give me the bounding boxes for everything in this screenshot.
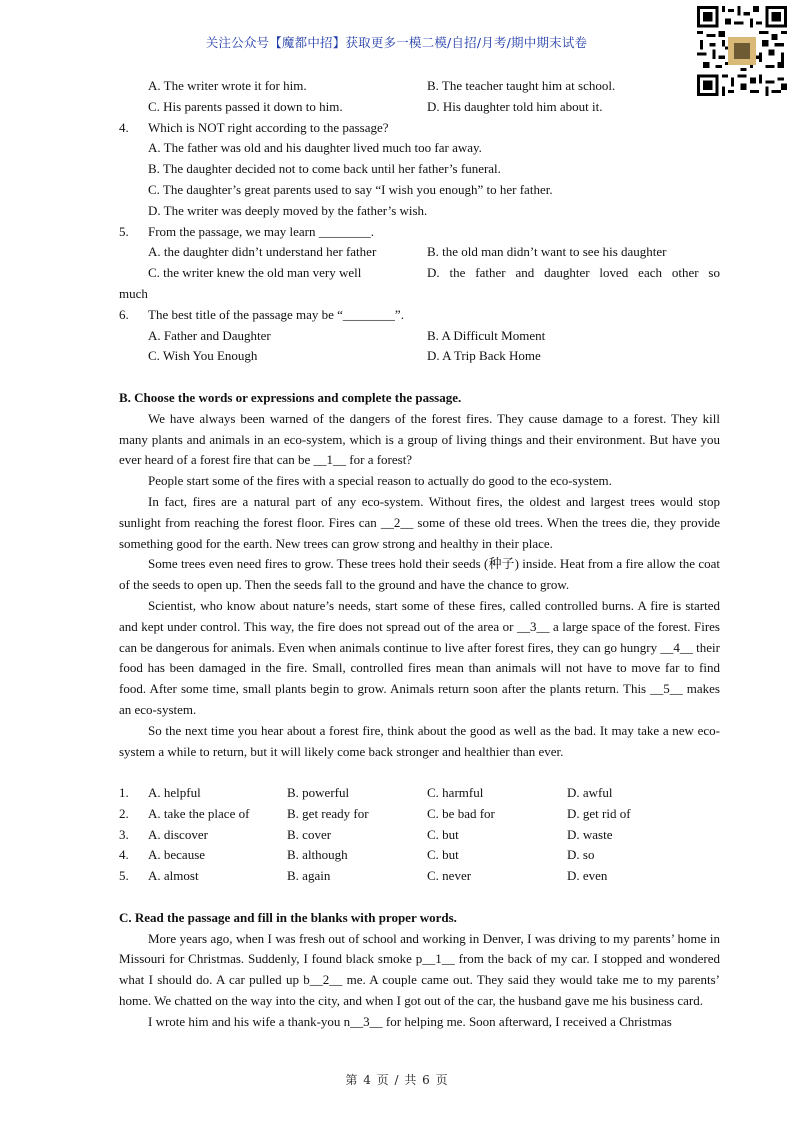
question-6-options-row-1	[119, 326, 720, 347]
choice-c: C. be bad for	[427, 805, 495, 821]
section-c-paragraph: More years ago, when I was fresh out of school and working in Denver, I was driving to my parents’ home in Missouri for Christmas. Suddenly, I found black smoke p__1__ from the back of my car. I stopped and wondered what I should do. A car pulled up b__2__ me. A couple came out. They said they would take me to my parents’ home. We chatted on the way into the city, and when I got out of the car, the husband gave me his business card.	[119, 930, 720, 1009]
choice-d: D. awful	[567, 785, 613, 801]
option-a: A. The writer wrote it for him.	[148, 78, 307, 93]
question-6-options-row-2	[119, 346, 720, 367]
option-d: D. A Trip Back Home	[427, 348, 541, 364]
choice-b: B. again	[287, 868, 331, 884]
question-stem: The best title of the passage may be “________”.	[148, 306, 404, 322]
option-a: A. The father was old and his daughter lived much too far away.	[148, 140, 482, 156]
question-stem: Which is NOT right according to the passage?	[148, 119, 389, 135]
choice-number: 2.	[119, 805, 129, 821]
section-c-paragraph: I wrote him and his wife a thank-you n__3__ for helping me. Soon afterward, I received a Christmas	[148, 1013, 672, 1029]
choice-b: B. cover	[287, 826, 332, 842]
question-3-options-row-1	[119, 76, 720, 97]
question-5-options-row-2	[119, 263, 720, 284]
section-b-paragraph: Scientist, who know about nature’s needs, start some of these fires, called controlled burns. A fire is started and kept under control. This way, the fire does not spread out of the area or __3__ a large space of the forest. Fires can be dangerous for animals. Even when animals continue to live after forest fires, they can go hungry __4__ their food has been damaged in the fire. Small, controlled fires mean than animals will not have to move far to find food. After some time, small plants begin to grow. Animals return soon after the plants return. This __5__ makes an eco-system.	[119, 597, 720, 717]
page-number: 第 4 页 / 共 6 页	[345, 1073, 448, 1087]
choice-c: C. never	[427, 868, 472, 884]
choice-d: D. even	[567, 868, 608, 884]
question-number: 5.	[119, 223, 129, 239]
choice-a: A. discover	[148, 826, 208, 842]
choice-row	[119, 804, 720, 825]
section-b-paragraph: Some trees even need fires to grow. These trees hold their seeds (种子) inside. Heat from a fire allow the coat of the seeds to open up. Then the seeds fall to the ground and have the chance to grow.	[119, 556, 720, 593]
choice-d: D. so	[567, 847, 595, 863]
section-b-paragraph: In fact, fires are a natural part of any eco-system. Without fires, the oldest and largest trees would stop sunlight from reaching the forest floor. Fires can __2__ some of these old trees. When the trees die, they provide something good for the earth. New trees can grow strong and healthy in their place.	[119, 493, 720, 551]
choice-a: A. almost	[148, 868, 199, 884]
choice-b: B. get ready for	[287, 805, 369, 821]
option-b: B. the old man didn’t want to see his daughter	[427, 244, 667, 260]
choice-a: A. take the place of	[148, 805, 250, 821]
option-c: C. The daughter’s great parents used to say “I wish you enough” to her father.	[148, 181, 553, 197]
option-a: A. Father and Daughter	[148, 327, 271, 343]
choice-c: C. harmful	[427, 785, 484, 801]
choices-table	[119, 783, 720, 887]
section-b-heading: B. Choose the words or expressions and complete the passage.	[119, 389, 462, 405]
option-d: D. His daughter told him about it.	[427, 98, 603, 114]
option-b: B. A Difficult Moment	[427, 327, 546, 343]
section-b-paragraph: We have always been warned of the dangers of the forest fires. They cause damage to a forest. They kill many plants and animals in an eco-system, which is a group of living things and their environment. But have you ever heard of a forest fire that can be __1__ for a forest?	[119, 410, 720, 468]
option-d: D. The writer was deeply moved by the father’s wish.	[148, 202, 428, 218]
question-stem: From the passage, we may learn ________.	[148, 223, 375, 239]
question-4	[119, 118, 720, 139]
option-d: D. the father and daughter loved each other so	[427, 265, 720, 281]
choice-d: D. waste	[567, 826, 613, 842]
choice-c: C. but	[427, 826, 459, 842]
question-6	[119, 305, 720, 326]
choice-row	[119, 825, 720, 846]
option-b: B. The teacher taught him at school.	[427, 78, 616, 93]
choice-a: A. because	[148, 847, 206, 863]
option-d-wrap: much	[119, 285, 148, 301]
promo-banner: 关注公众号【魔都中招】获取更多一模二模/自招/月考/期中期末试卷	[205, 35, 588, 50]
section-c-heading: C. Read the passage and fill in the blanks with proper words.	[119, 909, 457, 925]
option-a: A. the daughter didn’t understand her father	[148, 244, 377, 260]
choice-row	[119, 783, 720, 804]
question-number: 6.	[119, 306, 129, 322]
choice-a: A. helpful	[148, 785, 201, 801]
choice-number: 3.	[119, 826, 129, 842]
option-b: B. The daughter decided not to come back until her father’s funeral.	[148, 161, 501, 177]
choice-row	[119, 845, 720, 866]
option-c: C. His parents passed it down to him.	[148, 98, 343, 114]
question-3-options-row-2	[119, 97, 720, 118]
choice-number: 1.	[119, 785, 129, 801]
option-c: C. the writer knew the old man very well	[148, 265, 362, 281]
section-b-paragraph: People start some of the fires with a special reason to actually do good to the eco-system.	[148, 473, 612, 489]
question-5	[119, 222, 720, 243]
choice-c: C. but	[427, 847, 459, 863]
question-5-options-row-1	[119, 242, 720, 263]
choice-number: 4.	[119, 847, 129, 863]
choice-b: B. powerful	[287, 785, 350, 801]
choice-row	[119, 866, 720, 887]
option-c: C. Wish You Enough	[148, 348, 258, 364]
choice-b: B. although	[287, 847, 348, 863]
question-number: 4.	[119, 119, 129, 135]
choice-number: 5.	[119, 868, 129, 884]
section-b-paragraph: So the next time you hear about a forest fire, think about the good as well as the bad. It may take a new eco-system a while to return, but it will likely come back stronger and healthier than ever.	[119, 722, 720, 759]
choice-d: D. get rid of	[567, 805, 631, 821]
